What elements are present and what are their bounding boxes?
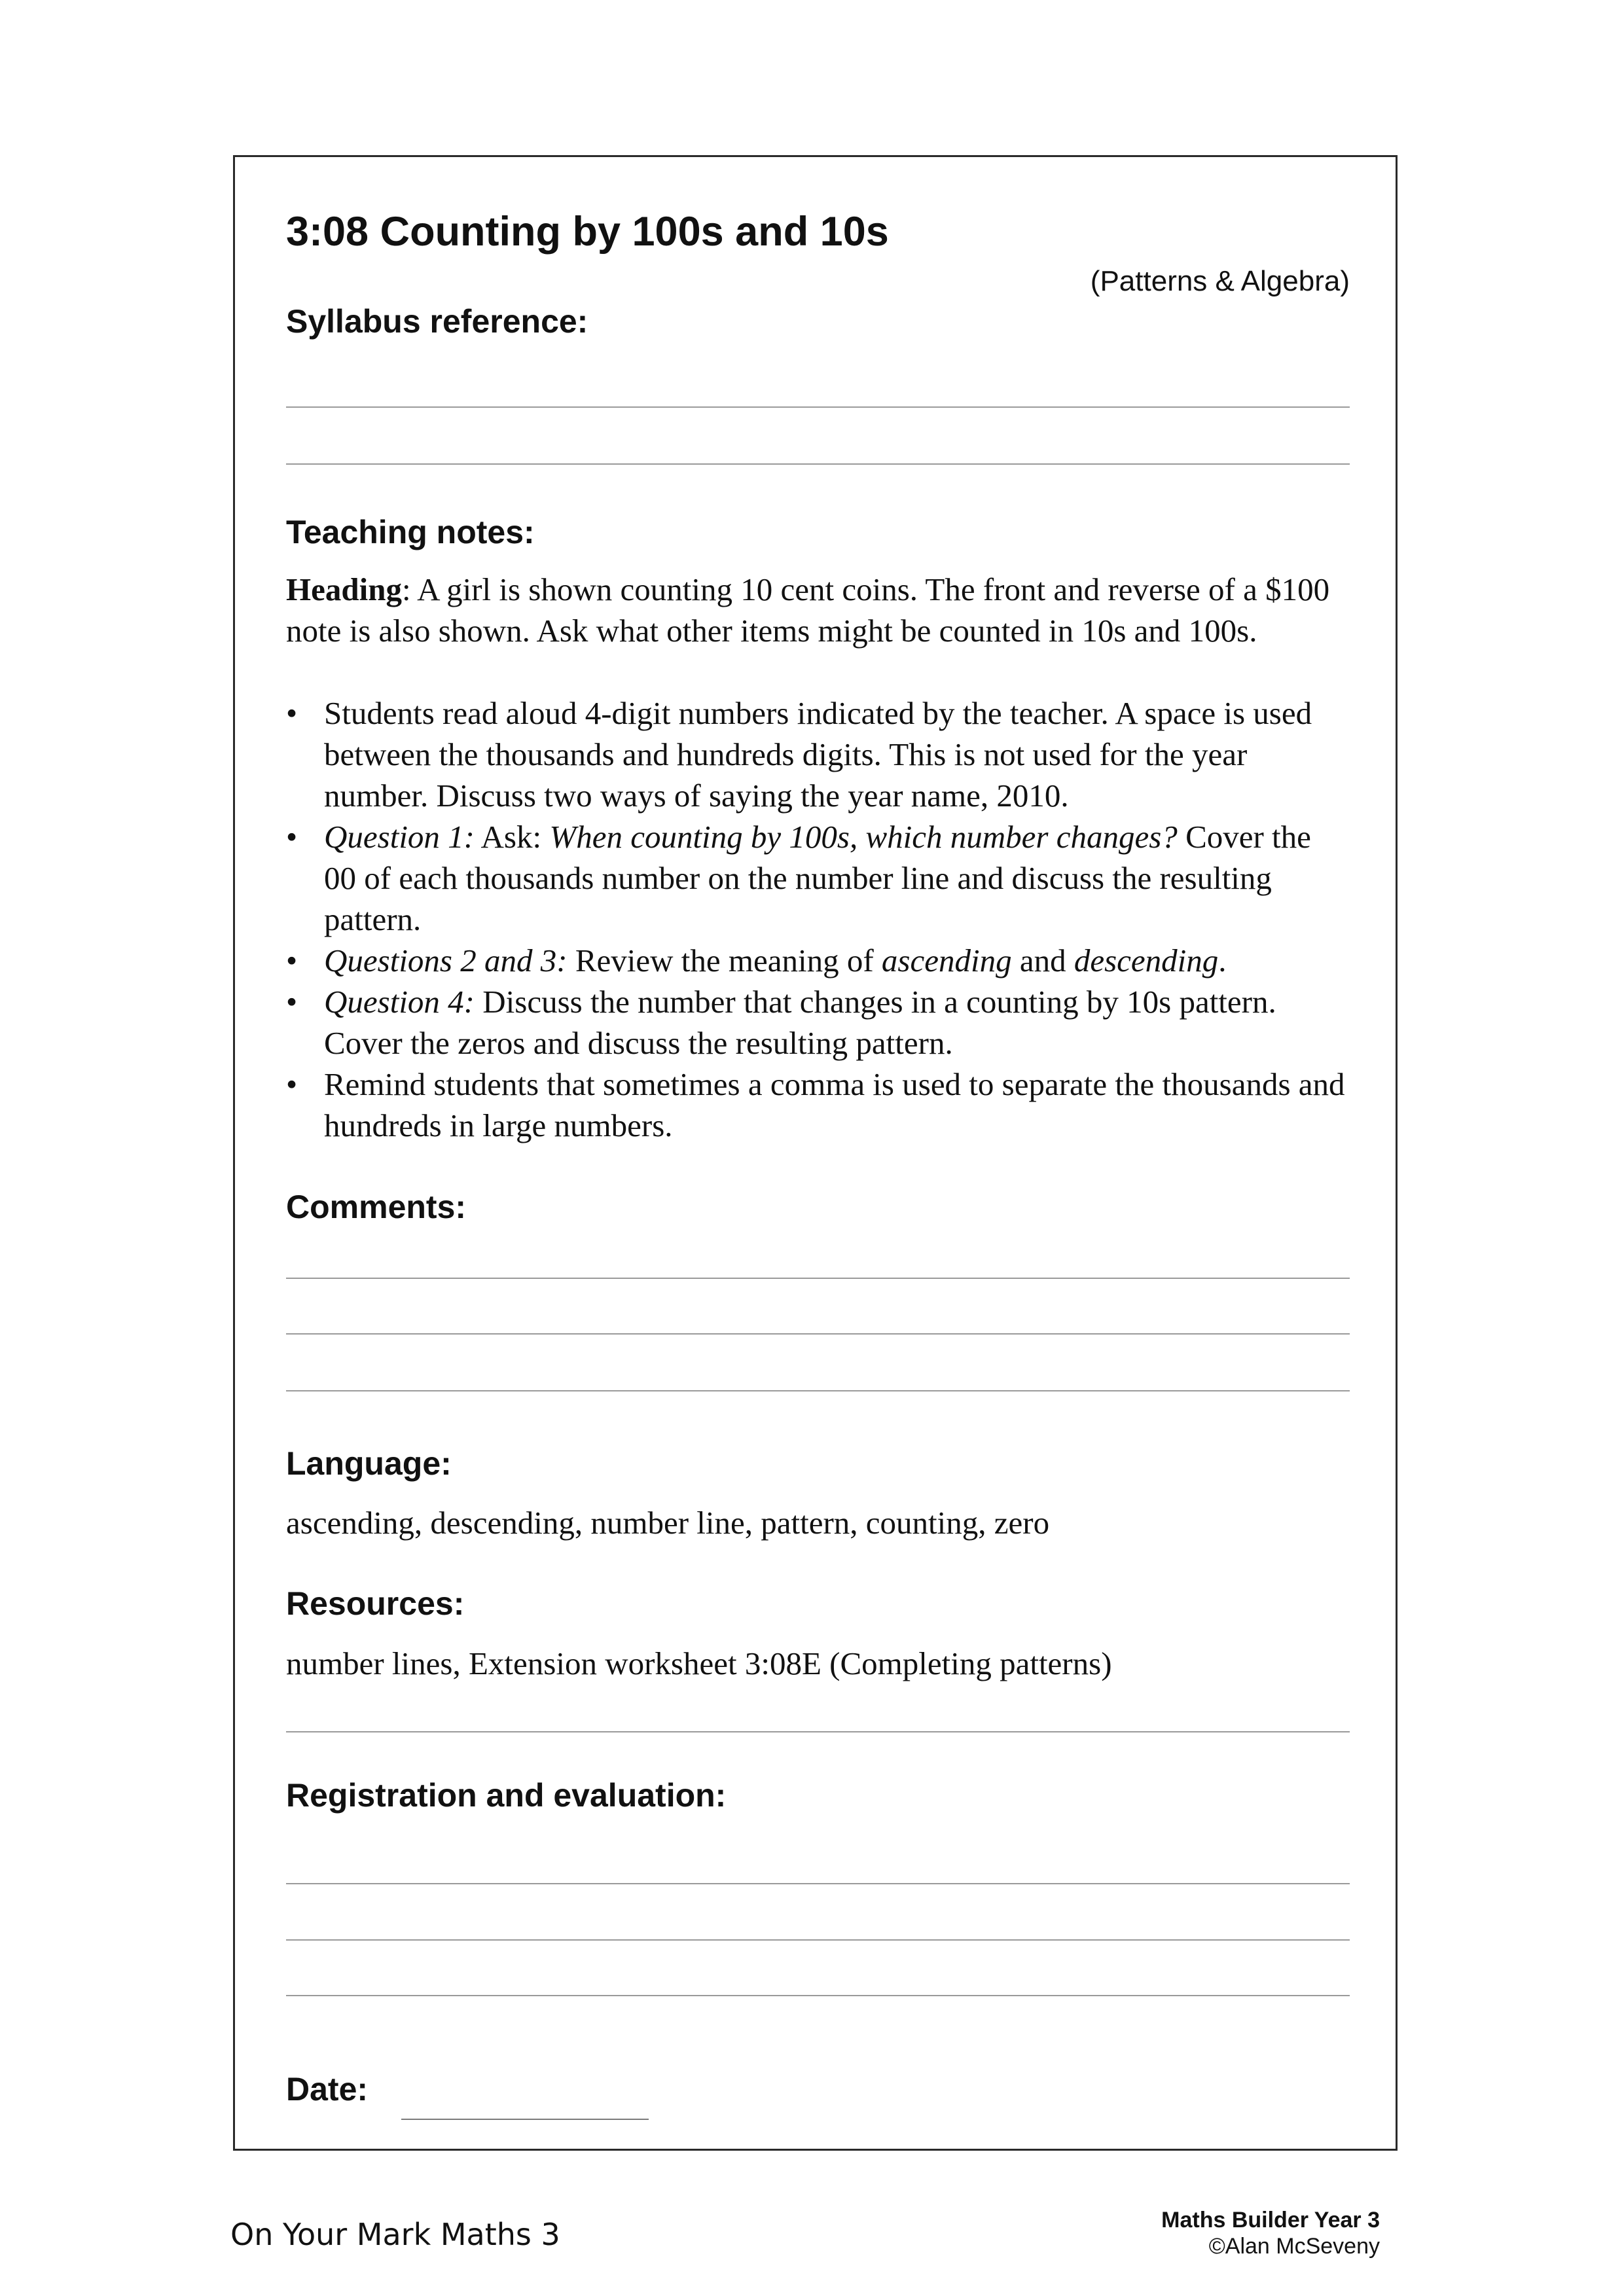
registration-line-3 [286, 1995, 1350, 1996]
page-title: 3:08 Counting by 100s and 10s [286, 209, 889, 255]
comments-line-3 [286, 1390, 1350, 1391]
syllabus-line-2 [286, 463, 1350, 465]
bullet-icon: • [286, 695, 298, 731]
footer-book-title: Maths Builder Year 3 [1161, 2208, 1380, 2233]
comments-heading: Comments: [286, 1189, 467, 1225]
language-text: ascending, descending, number line, pattern, counting, zero [286, 1505, 1050, 1541]
resources-line [286, 1731, 1350, 1732]
syllabus-line-1 [286, 406, 1350, 408]
list-item-text: and [1011, 942, 1074, 978]
bullet-icon: • [286, 984, 298, 1020]
page-frame [233, 155, 1398, 2151]
bullet-icon: • [286, 942, 298, 978]
resources-text: number lines, Extension worksheet 3:08E (Completing patterns) [286, 1645, 1112, 1681]
list-item [286, 940, 1350, 981]
list-item [286, 692, 1350, 816]
footer-series-title: On Your Mark Maths 3 [230, 2217, 560, 2252]
date-label: Date: [286, 2071, 369, 2108]
registration-heading: Registration and evaluation: [286, 1777, 727, 1814]
list-item-text: Students read aloud 4-digit numbers indicated by the teacher. A space is used between the thousands and hundreds digits. This is not used for the year number. Discuss two ways of saying the year name, 2010. [324, 695, 1312, 814]
registration-line-1 [286, 1883, 1350, 1884]
intro-label: Heading [286, 571, 402, 607]
list-item-text: Cover the 00 of each thousands number on the number line and discuss the resulting pattern. [324, 819, 1311, 937]
intro-text: : A girl is shown counting 10 cent coins. The front and reverse of a $100 note is also shown. Ask what other items might be counted in 10s and 100s. [286, 571, 1330, 649]
language-heading: Language: [286, 1445, 452, 1482]
list-item [286, 1064, 1350, 1146]
list-item-text: Discuss the number that changes in a counting by 10s pattern. Cover the zeros and discuss the resulting pattern. [324, 984, 1276, 1061]
teaching-intro [286, 569, 1350, 651]
teaching-notes-list [286, 692, 1350, 1146]
date-line [401, 2119, 649, 2120]
list-item-text: Review the meaning of [567, 942, 882, 978]
category-label: (Patterns & Algebra) [1090, 265, 1350, 297]
list-item [286, 816, 1350, 940]
list-item-text: . [1218, 942, 1227, 978]
bullet-icon: • [286, 1066, 298, 1102]
question-label: Question 1: [324, 819, 475, 855]
footer-credit [1161, 2207, 1380, 2259]
term-ascending: ascending [881, 942, 1012, 978]
list-item-text: Remind students that sometimes a comma is used to separate the thousands and hundreds in large numbers. [324, 1066, 1345, 1143]
question-label: Questions 2 and 3: [324, 942, 568, 978]
term-descending: descending [1074, 942, 1219, 978]
bullet-icon: • [286, 819, 298, 855]
comments-line-2 [286, 1333, 1350, 1335]
resources-heading: Resources: [286, 1585, 465, 1622]
registration-line-2 [286, 1939, 1350, 1941]
syllabus-heading: Syllabus reference: [286, 303, 588, 340]
footer-copyright: ©Alan McSeveny [1208, 2234, 1380, 2259]
list-item-text: Ask: [475, 819, 550, 855]
question-prompt: When counting by 100s, which number changes? [549, 819, 1178, 855]
comments-line-1 [286, 1278, 1350, 1279]
teaching-notes-heading: Teaching notes: [286, 514, 535, 550]
question-label: Question 4: [324, 984, 475, 1020]
list-item [286, 981, 1350, 1064]
